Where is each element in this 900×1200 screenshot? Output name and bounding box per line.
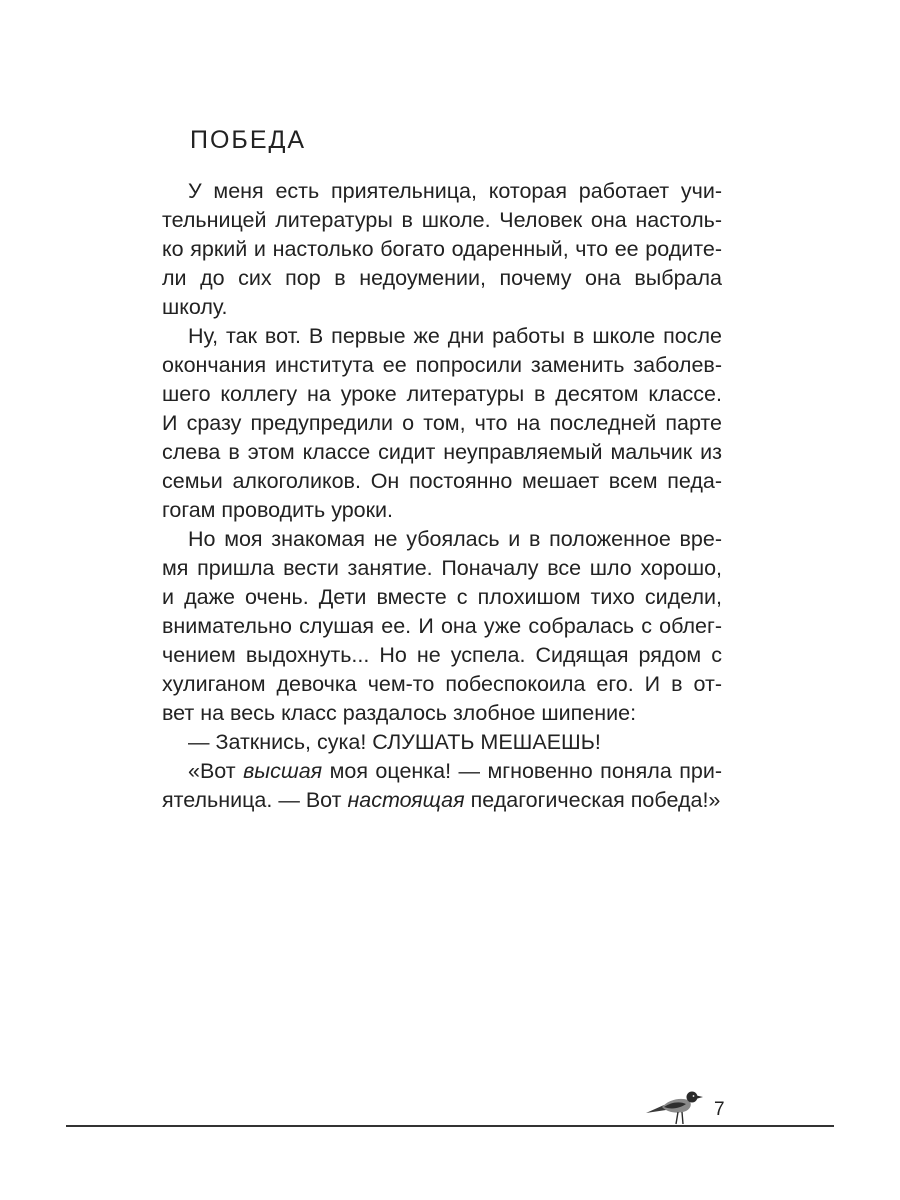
footer-rule [66,1125,834,1127]
text-line: — Заткнись, сука! СЛУШАТЬ МЕШАЕШЬ! [188,730,601,754]
text-line: и даже очень. Дети вместе с плохишом тихо сидели, [162,585,722,609]
text-line [162,757,722,786]
text-line: У меня есть приятельница, которая работает учи- [188,179,722,203]
text-line: тельницей литературы в школе. Человек она настоль- [162,208,722,232]
text-line: школу. [162,295,228,319]
text-line: И сразу предупредили о том, что на последней парте [162,411,722,435]
text-fragment: моя оценка! — мгновенно поняла при- [322,759,723,783]
text-line: гогам проводить уроки. [162,498,394,522]
page-number: 7 [714,1099,725,1120]
text-line: слева в этом классе сидит неуправляемый мальчик из [162,440,722,464]
text-line: вет на весь класс раздалось злобное шипение: [162,701,637,725]
italic-fragment: высшая [243,759,323,783]
story-title: ПОБЕДА [190,126,307,154]
crow-icon [644,1083,704,1125]
text-line: шего коллегу на уроке литературы в десятом классе. [162,382,722,406]
text-line: хулиганом девочка чем-то побеспокоила его. И в от- [162,672,722,696]
text-fragment: ятельница. — Вот [162,788,348,812]
text-line: внимательно слушая ее. И она уже собралась с облег- [162,614,722,638]
text-line: ко яркий и настолько богато одаренный, что ее родите- [162,237,722,261]
text-line: окончания института ее попросили заменить заболев- [162,353,722,377]
italic-fragment: настоящая [347,788,465,812]
text-line: Ну, так вот. В первые же дни работы в школе после [188,324,722,348]
text-line: Но моя знакомая не убоялась и в положенное вре- [188,527,722,551]
text-line [162,786,722,815]
text-line: семьи алкоголиков. Он постоянно мешает всем педа- [162,469,722,493]
text-line: чением выдохнуть... Но не успела. Сидящая рядом с [162,643,722,667]
text-line: ли до сих пор в недоумении, почему она выбрала [162,266,722,290]
text-fragment: «Вот [188,759,244,783]
text-fragment: педагогическая победа!» [464,788,721,812]
text-line: мя пришла вести занятие. Поначалу все шло хорошо, [162,556,722,580]
